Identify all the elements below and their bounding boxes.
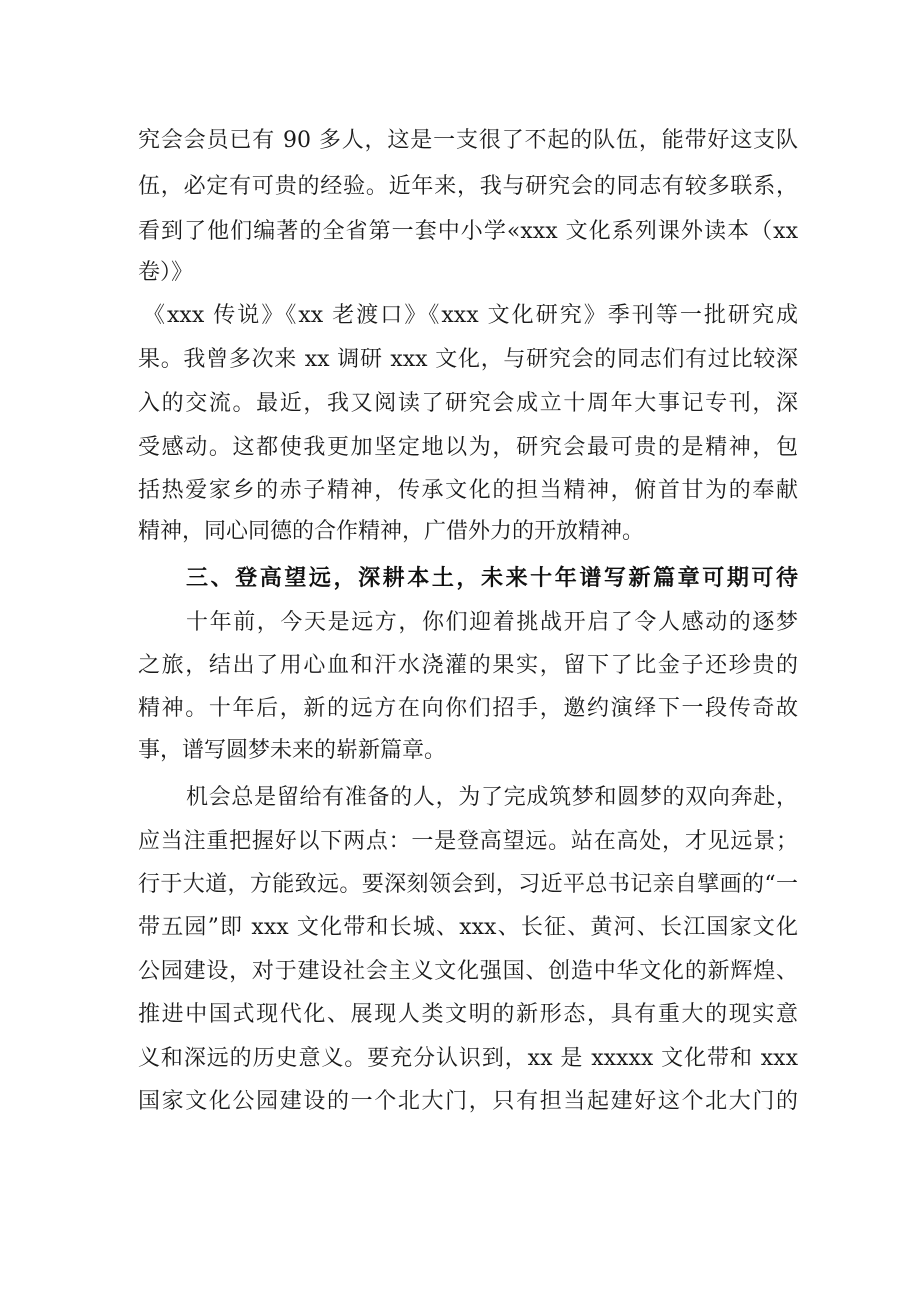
text-line: 入的交流。最近，我又阅读了研究会成立十周年大事记专刊，深 — [138, 391, 798, 416]
text-line: 受感动。这都使我更加坚定地以为，研究会最可贵的是精神，包 — [138, 435, 798, 460]
text-line: 伍，必定有可贵的经验。近年来，我与研究会的同志有较多联系， — [138, 174, 798, 199]
text-line: 括热爱家乡的赤子精神，传承文化的担当精神，俯首甘为的奉献 — [138, 478, 798, 503]
text-line: 十年前，今天是远方，你们迎着挑战开启了令人感动的逐梦 — [186, 610, 798, 635]
text-line: 看到了他们编著的全省第一套中小学«xxx 文化系列课外读本（xx — [138, 219, 798, 244]
text-line: 公园建设，对于建设社会主义文化强国、创造中华文化的新辉煌、 — [138, 959, 798, 984]
text-line: 国家文化公园建设的一个北大门，只有担当起建好这个北大门的 — [138, 1089, 798, 1114]
text-line: 精神，同心同德的合作精神，广借外力的开放精神。 — [138, 519, 645, 544]
text-line: 《xxx 传说》《xx 老渡口》《xxx 文化研究》季刊等一批研究成 — [143, 303, 798, 328]
text-line: 带五园”即 xxx 文化带和长城、xxx、长征、黄河、长江国家文化 — [138, 915, 798, 940]
text-line: 之旅，结出了用心血和汗水浇灌的果实，留下了比金子还珍贵的 — [138, 653, 798, 678]
text-line: 卷）》 — [138, 260, 194, 285]
text-line: 精神。十年后，新的远方在向你们招手，邀约演绎下一段传奇故 — [138, 696, 798, 721]
text-line: 义和深远的历史意义。要充分认识到，xx 是 xxxxx 文化带和 xxx — [138, 1046, 798, 1071]
section-heading: 三、登高望远，深耕本土，未来十年谱写新篇章可期可待 — [186, 566, 798, 591]
text-line: 机会总是留给有准备的人，为了完成筑梦和圆梦的双向奔赴， — [186, 785, 798, 810]
text-line: 事，谱写圆梦未来的崭新篇章。 — [138, 738, 447, 763]
text-line: 行于大道，方能致远。要深刻领会到，习近平总书记亲自擘画的“一 — [138, 872, 798, 897]
text-line: 推进中国式现代化、展现人类文明的新形态，具有重大的现实意 — [138, 1002, 798, 1027]
text-line: 果。我曾多次来 xx 调研 xxx 文化，与研究会的同志们有过比较深 — [138, 347, 798, 372]
text-line: 究会会员已有 90 多人，这是一支很了不起的队伍，能带好这支队 — [138, 128, 798, 153]
text-line: 应当注重把握好以下两点：一是登高望远。站在高处，才见远景； — [138, 829, 798, 854]
